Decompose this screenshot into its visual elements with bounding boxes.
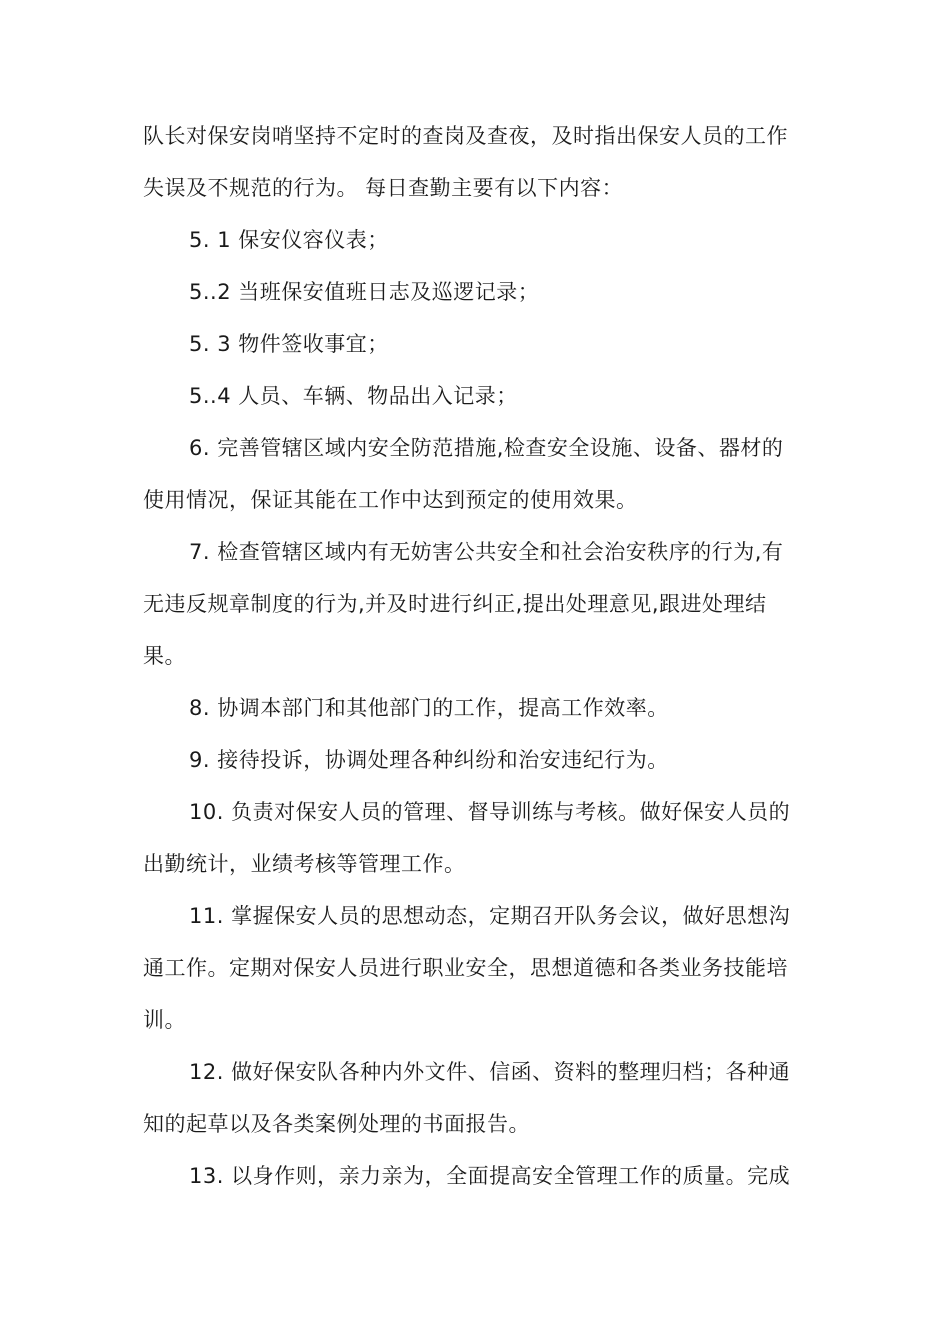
paragraph — [143, 318, 811, 370]
text-line: 知的起草以及各类案例处理的书面报告。 — [143, 1112, 530, 1136]
text-line: 使用情况，保证其能在工作中达到预定的使用效果。 — [143, 488, 638, 512]
text-line: 失误及不规范的行为。 每日查勤主要有以下内容： — [143, 176, 624, 200]
paragraph — [143, 370, 811, 422]
text-line: 出勤统计，业绩考核等管理工作。 — [143, 852, 466, 876]
paragraph — [143, 734, 811, 786]
text-line: 5..4 人员、车辆、物品出入记录； — [189, 384, 518, 408]
paragraph — [143, 214, 811, 266]
text-line: 5..2 当班保安值班日志及巡逻记录； — [189, 280, 540, 304]
paragraph — [143, 1046, 811, 1150]
text-line: 7. 检查管辖区域内有无妨害公共安全和社会治安秩序的行为,有 — [189, 540, 784, 564]
text-line: 5. 1 保安仪容仪表； — [189, 228, 389, 252]
document-body — [143, 110, 811, 1202]
text-line: 6. 完善管辖区域内安全防范措施,检查安全设施、设备、器材的 — [189, 436, 784, 460]
paragraph — [143, 890, 811, 1046]
text-line: 10. 负责对保安人员的管理、督导训练与考核。做好保安人员的 — [189, 800, 791, 824]
text-line: 5. 3 物件签收事宜； — [189, 332, 389, 356]
text-line: 12. 做好保安队各种内外文件、信函、资料的整理归档；各种通 — [189, 1060, 791, 1084]
paragraph — [143, 266, 811, 318]
paragraph — [143, 786, 811, 890]
paragraph — [143, 1150, 811, 1202]
text-line: 训。 — [143, 1008, 186, 1032]
text-line: 通工作。定期对保安人员进行职业安全，思想道德和各类业务技能培 — [143, 956, 788, 980]
paragraph — [143, 110, 811, 214]
text-line: 13. 以身作则，亲力亲为，全面提高安全管理工作的质量。完成 — [189, 1164, 791, 1188]
text-line: 8. 协调本部门和其他部门的工作，提高工作效率。 — [189, 696, 669, 720]
text-line: 无违反规章制度的行为,并及时进行纠正,提出处理意见,跟进处理结 — [143, 592, 767, 616]
text-line: 9. 接待投诉，协调处理各种纠纷和治安违纪行为。 — [189, 748, 669, 772]
text-line: 11. 掌握保安人员的思想动态，定期召开队务会议，做好思想沟 — [189, 904, 791, 928]
paragraph — [143, 422, 811, 526]
text-line: 队长对保安岗哨坚持不定时的查岗及查夜，及时指出保安人员的工作 — [143, 124, 788, 148]
text-line: 果。 — [143, 644, 186, 668]
paragraph — [143, 682, 811, 734]
paragraph — [143, 526, 811, 682]
